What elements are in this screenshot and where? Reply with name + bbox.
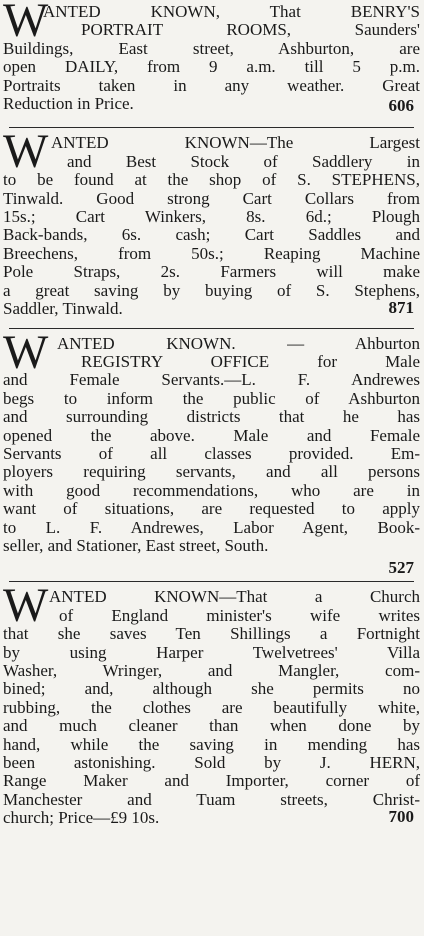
column-divider <box>9 127 414 128</box>
ad-line: church; Price—£9 10s. <box>3 808 160 828</box>
ad-line: PORTRAIT ROOMS, Saunders' <box>81 20 420 40</box>
ad-number: 527 <box>388 557 414 577</box>
ad-line: and much cleaner than when done by <box>3 716 420 736</box>
ad-line: ANTED KNOWN—That a Church <box>49 587 420 607</box>
ad-line: been astonishing. Sold by J. HERN, <box>3 753 420 773</box>
ad-line: ANTED KNOWN. — Ahburton <box>57 333 420 353</box>
ad-line: Manchester and Tuam streets, Christ- <box>3 789 420 809</box>
ad-line: seller, and Stationer, East street, South. <box>3 535 269 555</box>
advertisement-saddlery <box>3 125 420 319</box>
ad-line: with good recommendations, who are in <box>3 480 420 500</box>
ad-line: open DAILY, from 9 a.m. till 5 p.m. <box>3 57 420 77</box>
drop-cap: W <box>3 125 47 179</box>
ad-line: of England minister's wife writes <box>59 605 420 625</box>
advertisement-registry-office <box>3 325 420 577</box>
ad-line: hand, while the saving in mending has <box>3 734 420 754</box>
ad-number: 606 <box>388 96 414 115</box>
ad-line: Servants of all classes provided. Em- <box>3 443 420 463</box>
advertisement-portrait-rooms <box>3 0 420 113</box>
ad-line: Reduction in Price. <box>3 94 134 114</box>
ad-line: Back-bands, 6s. cash; Cart Saddles and <box>3 225 420 245</box>
ad-number: 700 <box>388 807 414 827</box>
ad-line: and surrounding districts that he has <box>3 407 420 427</box>
ad-line: Buildings, East street, Ashburton, are <box>3 38 420 58</box>
ad-line: Pole Straps, 2s. Farmers will make <box>3 262 420 282</box>
ad-line: Washer, Wringer, and Mangler, com- <box>3 661 420 680</box>
ad-line: and Female Servants.—L. F. Andrewes <box>3 370 420 390</box>
ad-number: 871 <box>388 298 414 318</box>
ad-line: ployers requiring servants, and all persons <box>3 462 420 482</box>
ad-line: 15s.; Cart Winkers, 8s. 6d.; Plough <box>3 207 420 227</box>
ad-line: a great saving by buying of S. Stephens, <box>3 280 420 300</box>
ad-line: ANTED KNOWN, That BENRY'S <box>43 2 420 21</box>
ad-line: opened the above. Male and Female <box>3 425 420 445</box>
ad-line: and Best Stock of Saddlery in <box>67 151 420 171</box>
ad-line: REGISTRY OFFICE for Male <box>81 351 420 371</box>
column-divider <box>9 328 414 329</box>
ad-line: want of situations, are requested to apply <box>3 499 420 519</box>
ad-line: to be found at the shop of S. STEPHENS, <box>3 170 420 190</box>
advertisement-washer-wringer <box>3 579 420 828</box>
ad-line: by using Harper Twelvetrees' Villa <box>3 642 420 662</box>
ad-line: to L. F. Andrewes, Labor Agent, Book- <box>3 517 420 537</box>
ad-line: Saddler, Tinwald. <box>3 299 123 319</box>
ad-line: Portraits taken in any weather. Great <box>3 75 420 95</box>
ad-line: rubbing, the clothes are beautifully white, <box>3 697 420 717</box>
column-divider <box>9 581 414 582</box>
ad-line: begs to inform the public of Ashburton <box>3 388 420 408</box>
drop-cap: W <box>3 325 47 379</box>
drop-cap: W <box>3 579 47 633</box>
ad-line: ANTED KNOWN—The Largest <box>51 133 420 153</box>
ad-line: bined; and, although she permits no <box>3 679 420 699</box>
ad-line: Breechens, from 50s.; Reaping Machine <box>3 243 420 263</box>
ad-line: Tinwald. Good strong Cart Collars from <box>3 188 420 208</box>
ad-line: that she saves Ten Shillings a Fortnight <box>3 624 420 644</box>
ad-line: Range Maker and Importer, corner of <box>3 771 420 791</box>
drop-cap: W <box>3 0 47 47</box>
